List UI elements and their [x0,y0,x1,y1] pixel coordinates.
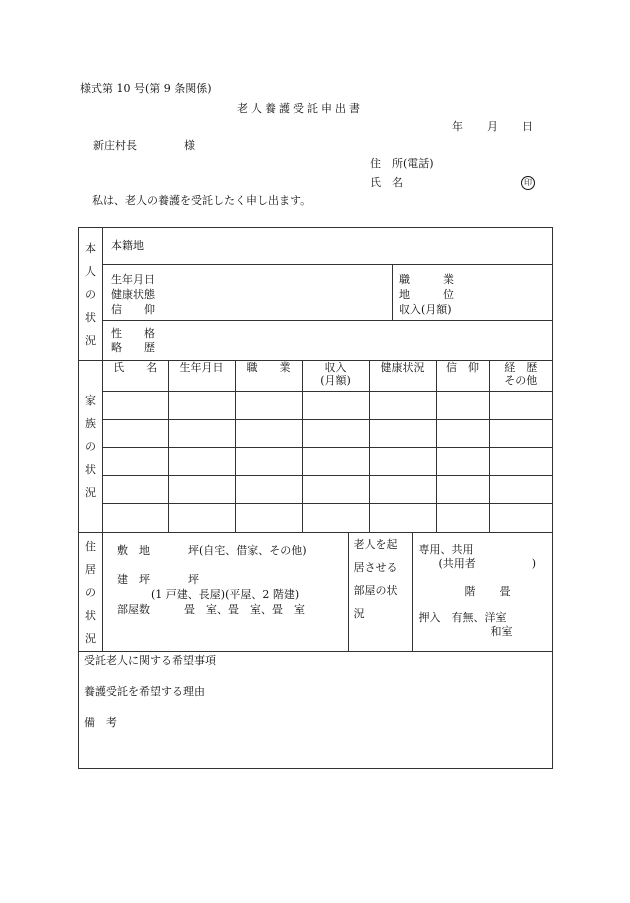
building-type: (1 戸建、長屋)(平屋、2 階建) [151,588,300,601]
family-cell[interactable] [103,391,168,419]
self-section-label: 本 人 の 状 況 [79,228,103,361]
family-cell[interactable] [489,419,552,447]
family-cell[interactable] [489,475,552,503]
date-year-label: 年 [452,120,463,133]
family-table [103,361,552,532]
family-cell[interactable] [103,447,168,475]
shared-user-label: (共用者 [438,557,476,570]
header-name: 氏 名 [103,361,168,391]
family-cell[interactable] [369,391,436,419]
header-career-other: 経 歴 その他 [489,361,552,391]
family-cell[interactable] [489,503,552,532]
health-label: 健康状態 [111,288,155,301]
self-basic-info[interactable] [103,265,393,321]
room-caption: 老人を起 居させる 部屋の状 況 [348,533,412,651]
header-income: 収入 (月額) [302,361,369,391]
residence-table [103,533,552,651]
family-cell[interactable] [302,475,369,503]
family-cell[interactable] [369,419,436,447]
domicile-label: 本籍地 [111,239,144,252]
family-cell[interactable] [103,503,168,532]
room-details[interactable] [412,533,552,651]
addressee-name: 新庄村長 [93,139,137,152]
page-title: 老人養護受託申出書 [237,102,363,115]
floor-word: 階 [464,585,476,598]
character-label: 性 格 [111,327,155,340]
table-row [103,503,552,532]
date-day-label: 日 [522,120,533,133]
applicant-address-label: 住 所(電話) [370,157,434,170]
character-history-field[interactable] [103,321,553,361]
statement-text: 私は、老人の養護を受託したく申し出ます。 [92,194,312,207]
header-occupation: 職 業 [235,361,302,391]
residence-section-label: 住 居 の 状 況 [79,533,103,652]
occupation-label: 職 業 [399,273,454,286]
family-cell[interactable] [302,391,369,419]
family-cell[interactable] [436,391,489,419]
usage-type: 専用、共用 [418,543,474,556]
family-cell[interactable] [235,475,302,503]
rooms-label: 部屋数 [117,603,150,616]
family-cell[interactable] [168,419,235,447]
family-cell[interactable] [235,419,302,447]
family-cell[interactable] [168,503,235,532]
family-cell[interactable] [369,447,436,475]
family-cell[interactable] [168,475,235,503]
family-cell[interactable] [103,475,168,503]
history-label: 略 歴 [111,341,155,354]
table-row [103,447,552,475]
family-cell[interactable] [103,419,168,447]
reason-label: 養護受託を希望する理由 [84,685,205,698]
family-cell[interactable] [168,447,235,475]
closet-line: 押入 有無、洋室 [418,611,507,624]
addressee-honorific: 様 [184,139,195,152]
income-label: 収入(月額) [399,303,452,316]
family-cell[interactable] [436,419,489,447]
table-row [103,475,552,503]
family-cell[interactable] [436,503,489,532]
date-month-label: 月 [487,120,498,133]
family-cell[interactable] [302,503,369,532]
self-occupation-info[interactable] [393,265,553,321]
family-cell[interactable] [302,419,369,447]
birthdate-label: 生年月日 [111,273,155,286]
family-cell[interactable] [436,475,489,503]
family-section-label: 家 族 の 状 況 [79,361,103,533]
seal-icon: 印 [521,176,535,190]
header-religion: 信 仰 [436,361,489,391]
form-number: 様式第 10 号(第 9 条関係) [80,82,212,95]
notes-label: 備 考 [84,716,117,729]
floor-area-value: 坪 [188,573,199,586]
rooms-value: 畳 室、畳 室、畳 室 [184,603,305,616]
wish-label: 受託老人に関する希望事項 [84,654,216,667]
site-value: 坪(自宅、借家、その他) [188,544,307,557]
family-cell[interactable] [489,391,552,419]
family-cell[interactable] [235,503,302,532]
family-cell[interactable] [168,391,235,419]
position-label: 地 位 [399,288,454,301]
domicile-field[interactable] [103,228,553,265]
applicant-name-label: 氏 名 [370,176,403,189]
religion-label: 信 仰 [111,303,155,316]
table-row [103,419,552,447]
residence-details[interactable] [103,533,348,651]
header-birthdate: 生年月日 [168,361,235,391]
washitsu-label: 和室 [490,625,513,638]
shared-user-close: ) [531,557,537,570]
site-label: 敷 地 [117,544,150,557]
family-cell[interactable] [302,447,369,475]
floor-area-label: 建 坪 [117,573,150,586]
application-form-table [78,227,553,769]
family-cell[interactable] [369,475,436,503]
tatami-word: 畳 [499,585,511,598]
remarks-field[interactable] [79,652,553,769]
family-cell[interactable] [489,447,552,475]
table-row [103,391,552,419]
family-cell[interactable] [235,391,302,419]
header-health: 健康状況 [369,361,436,391]
family-cell[interactable] [235,447,302,475]
family-cell[interactable] [369,503,436,532]
seal-mark [521,175,535,190]
family-cell[interactable] [436,447,489,475]
